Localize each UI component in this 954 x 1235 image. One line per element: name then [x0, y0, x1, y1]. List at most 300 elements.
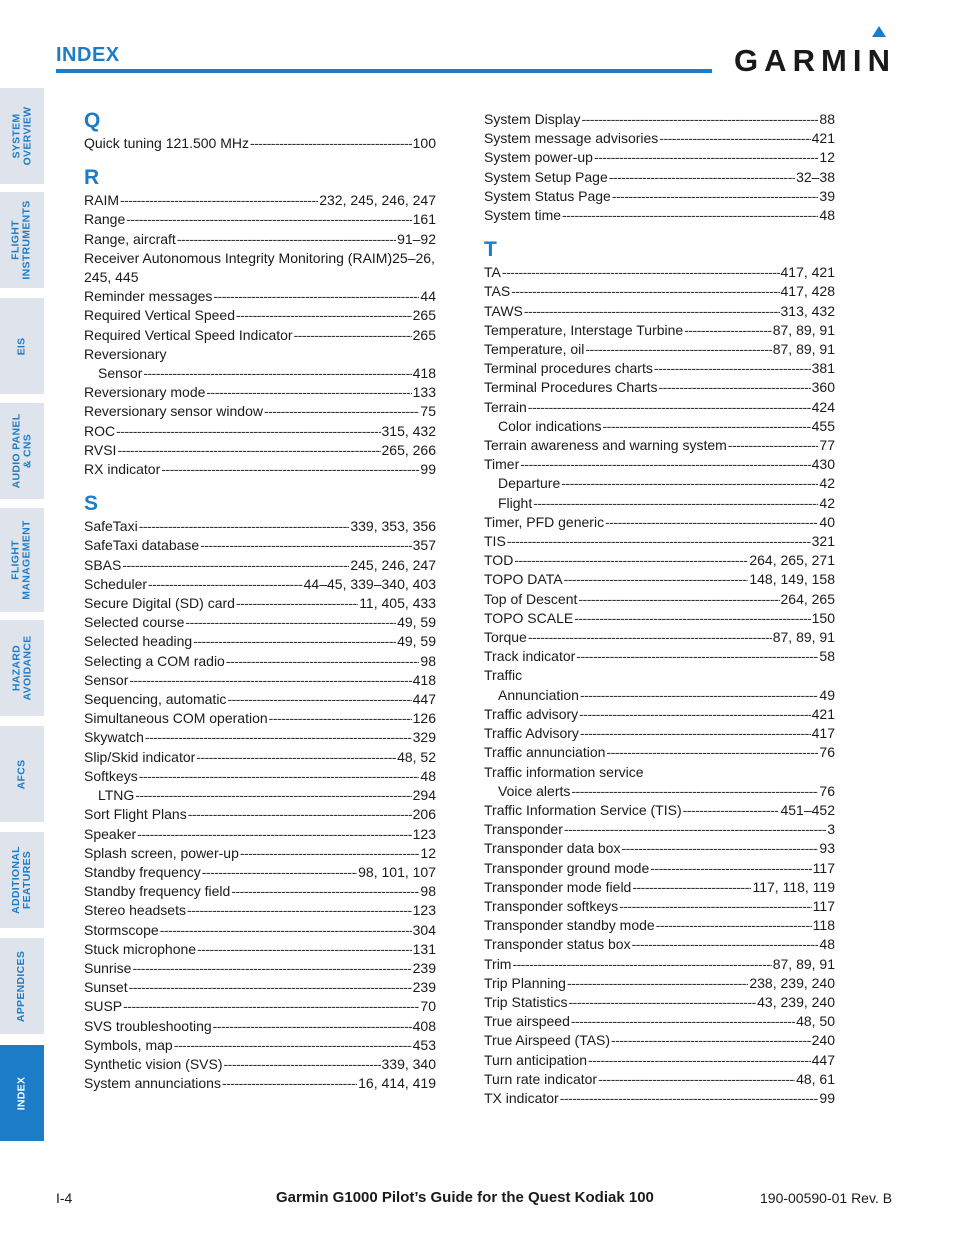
index-entry: [84, 402, 436, 421]
dot-leader: [507, 532, 811, 551]
dot-leader: [659, 129, 810, 148]
dot-leader: [188, 805, 412, 824]
dot-leader: [160, 921, 412, 940]
index-entry: [84, 748, 436, 767]
index-entry: [484, 378, 835, 397]
index-term: Terrain: [484, 398, 527, 415]
index-entry: [84, 613, 436, 632]
index-term: Transponder status box: [484, 936, 631, 953]
index-page-refs: 87, 89, 91: [772, 341, 835, 358]
index-page-refs: 117, 118, 119: [752, 878, 835, 895]
dot-leader: [137, 825, 411, 844]
index-term: RAIM: [84, 192, 119, 209]
index-entry: [84, 901, 436, 920]
index-entry: [484, 570, 835, 589]
dot-leader: [213, 287, 419, 306]
tab-flight-instruments[interactable]: [0, 192, 44, 288]
index-entry: [484, 628, 835, 647]
index-page-refs: 264, 265: [780, 590, 835, 607]
index-term: Traffic Advisory: [484, 725, 579, 742]
dot-leader: [206, 383, 411, 402]
index-entry: [484, 878, 835, 897]
dot-leader: [145, 728, 412, 747]
index-entry: [484, 302, 835, 321]
index-entry: [484, 955, 835, 974]
index-page-refs: 264, 265, 271: [749, 552, 835, 569]
dot-leader: [264, 402, 419, 421]
index-entry: [84, 287, 436, 306]
index-page-refs: 32–38: [796, 168, 835, 185]
footer-page-number: I-4: [56, 1190, 73, 1206]
index-term: Terrain awareness and warning system: [484, 437, 727, 454]
index-entry: [84, 652, 436, 671]
index-page-refs: 91–92: [397, 230, 436, 247]
index-page-refs: 240: [811, 1032, 835, 1049]
dot-leader: [579, 705, 811, 724]
index-entry: [84, 1036, 436, 1055]
section-r-entries: [84, 191, 436, 479]
index-entry: [84, 441, 436, 460]
index-term: Selected course: [84, 614, 185, 631]
index-page-refs: 48, 52: [397, 748, 436, 765]
dot-leader: [683, 801, 780, 820]
index-entry: [84, 690, 436, 709]
index-page-refs: 16, 414, 419: [358, 1075, 436, 1092]
dot-leader: [197, 940, 412, 959]
index-entry: [84, 632, 436, 651]
index-entry: [84, 805, 436, 824]
tab-flight-management[interactable]: [0, 508, 44, 612]
index-term: System Status Page: [484, 187, 611, 204]
index-term: Range, aircraft: [84, 230, 176, 247]
index-entry: [84, 364, 436, 383]
index-entry: [84, 786, 436, 805]
index-entry: [84, 767, 436, 786]
index-term: Skywatch: [84, 729, 144, 746]
tab-additional-features[interactable]: [0, 832, 44, 928]
index-term: Synthetic vision (SVS): [84, 1055, 223, 1072]
dot-leader: [116, 422, 380, 441]
tab-label: ADDITIONAL FEATURES: [10, 846, 33, 914]
index-term: Sequencing, automatic: [84, 691, 227, 708]
index-entry: [84, 460, 436, 479]
index-term: Terminal Procedures Charts: [484, 379, 658, 396]
index-term: Softkeys: [84, 767, 138, 784]
tab-index[interactable]: [0, 1045, 44, 1141]
tab-label: AFCS: [15, 759, 28, 789]
index-entry: [484, 1031, 835, 1050]
dot-leader: [231, 882, 419, 901]
index-page-refs: 58: [819, 648, 835, 665]
index-entry: [484, 282, 835, 301]
dot-leader: [605, 513, 818, 532]
dot-leader: [569, 993, 757, 1012]
index-entry: [484, 609, 835, 628]
index-term: True Airspeed (TAS): [484, 1032, 611, 1049]
index-term: Symbols, map: [84, 1036, 173, 1053]
index-page-refs: 133: [412, 384, 436, 401]
index-term: RX indicator: [84, 461, 161, 478]
index-term: TAWS: [484, 302, 523, 319]
index-page-refs: 49: [819, 686, 835, 703]
index-term: SafeTaxi database: [84, 537, 200, 554]
index-term: Trim: [484, 955, 512, 972]
index-term: TX indicator: [484, 1089, 559, 1106]
dot-leader: [132, 959, 411, 978]
index-page-refs: 232, 245, 246, 247: [319, 192, 436, 209]
dot-leader: [619, 897, 812, 916]
index-page-refs: 48, 50: [796, 1013, 835, 1030]
index-entry: [484, 590, 835, 609]
index-entry: Traffic: [484, 667, 523, 684]
index-page-refs: 98: [420, 652, 436, 669]
index-term: Traffic annunciation: [484, 744, 606, 761]
index-page-refs: 161: [412, 211, 436, 228]
index-page-refs: 49, 59: [397, 633, 436, 650]
index-term: TOPO DATA: [484, 571, 563, 588]
index-term: Timer, PFD generic: [484, 513, 605, 530]
index-page-refs: 100: [412, 135, 436, 151]
index-term: SafeTaxi: [84, 518, 138, 535]
index-term: Transponder data box: [484, 840, 621, 857]
tab-eis[interactable]: [0, 298, 44, 394]
tab-hazard-avoidance[interactable]: [0, 620, 44, 716]
index-entry: [84, 671, 436, 690]
index-page-refs: 357: [412, 537, 436, 554]
index-entry: [484, 1089, 835, 1108]
index-term: Stereo headsets: [84, 902, 186, 919]
index-entry: [84, 575, 436, 594]
tab-label: EIS: [15, 337, 28, 355]
index-term: Reversionary sensor window: [84, 403, 263, 420]
index-page-refs: 39: [819, 187, 835, 204]
garmin-logo: [734, 26, 898, 76]
index-page-refs: 98: [420, 883, 436, 900]
index-entry: [484, 436, 835, 455]
index-entry: [84, 556, 436, 575]
dot-leader: [185, 613, 396, 632]
index-term: Transponder mode field: [484, 878, 632, 895]
page-title: INDEX: [56, 44, 120, 66]
index-entry: [484, 168, 835, 187]
dot-leader: [502, 263, 780, 282]
dot-leader: [120, 191, 318, 210]
index-page-refs: 417, 421: [780, 264, 835, 281]
index-page-refs: 131: [412, 940, 436, 957]
index-term: Transponder ground mode: [484, 859, 650, 876]
index-page-refs: 239: [412, 959, 436, 976]
index-term: Secure Digital (SD) card: [84, 595, 235, 612]
dot-leader: [269, 709, 412, 728]
index-entry: [484, 263, 835, 282]
index-entry: [84, 709, 436, 728]
index-entry: [84, 383, 436, 402]
index-page-refs: 42: [819, 475, 835, 492]
index-page-refs: 3: [827, 821, 835, 838]
dot-leader: [621, 839, 818, 858]
index-page-refs: 40: [819, 513, 835, 530]
dot-leader: [129, 978, 412, 997]
dot-leader: [514, 551, 748, 570]
dot-leader: [250, 134, 412, 153]
index-page-refs: 360: [811, 379, 835, 396]
tab-label: HAZARD AVOIDANCE: [10, 635, 33, 701]
dot-leader: [580, 724, 811, 743]
index-term: Temperature, oil: [484, 341, 585, 358]
index-page-refs: 87, 89, 91: [772, 629, 835, 646]
index-term: Sunset: [84, 979, 128, 996]
index-entry: [484, 359, 835, 378]
index-page-refs: 421: [811, 705, 835, 722]
index-page-refs: 126: [412, 710, 436, 727]
index-term: Standby frequency: [84, 863, 201, 880]
index-page-refs: 339, 353, 356: [350, 518, 436, 535]
dot-leader: [632, 935, 819, 954]
dot-leader: [571, 782, 818, 801]
index-term: Voice alerts: [498, 782, 571, 799]
index-term: System Display: [484, 111, 581, 127]
dot-leader: [224, 1055, 381, 1074]
index-page-refs: 447: [811, 1051, 835, 1068]
index-term: Required Vertical Speed: [84, 307, 235, 324]
index-page-refs: 148, 149, 158: [749, 571, 835, 588]
index-entry: [484, 686, 835, 705]
tab-label: FLIGHT INSTRUMENTS: [10, 200, 34, 280]
tab-label: INDEX: [15, 1076, 28, 1110]
index-entry: [484, 474, 835, 493]
index-page-refs: 304: [412, 921, 436, 938]
index-term: System message advisories: [484, 130, 659, 147]
index-term: Standby frequency field: [84, 883, 231, 900]
index-page-refs: 49, 59: [397, 614, 436, 631]
index-term: Sort Flight Plans: [84, 806, 187, 823]
tab-audio-panel-cns[interactable]: [0, 403, 44, 499]
index-entry: [484, 340, 835, 359]
index-page-refs: 75: [420, 403, 436, 420]
dot-leader: [226, 652, 420, 671]
index-entry: [84, 921, 436, 940]
dot-leader: [139, 767, 420, 786]
index-page-refs: 417, 428: [780, 283, 835, 300]
dot-leader: [656, 916, 812, 935]
index-entry: [84, 940, 436, 959]
index-term: Trip Planning: [484, 974, 566, 991]
dot-leader: [139, 517, 350, 536]
index-term: Quick tuning 121.500 MHz: [84, 135, 249, 151]
dot-leader: [588, 1051, 811, 1070]
dot-leader: [129, 671, 411, 690]
index-term: TA: [484, 264, 501, 281]
index-page-refs: 48: [420, 767, 436, 784]
index-term: Departure: [498, 475, 561, 492]
index-page-refs: 48: [819, 936, 835, 953]
index-entry: [484, 859, 835, 878]
index-entry: Receiver Autonomous Integrity Monitoring (RAIM)25–26, 245, 445: [84, 249, 435, 286]
index-page-refs: 339, 340: [381, 1055, 436, 1072]
index-term: SVS troubleshooting: [84, 1017, 212, 1034]
index-entry: [84, 134, 436, 153]
index-entry: [484, 1012, 835, 1031]
dot-leader: [193, 632, 396, 651]
dot-leader: [161, 460, 419, 479]
index-column-right: [484, 110, 835, 1108]
index-page-refs: 118: [812, 917, 835, 934]
index-entry: [484, 398, 835, 417]
index-entry: [484, 993, 835, 1012]
index-term: Top of Descent: [484, 590, 578, 607]
index-entry: [484, 916, 835, 935]
dot-leader: [632, 878, 751, 897]
index-entry: [484, 417, 835, 436]
dot-leader: [122, 556, 349, 575]
index-term: Sensor: [84, 671, 129, 688]
index-term: Stuck microphone: [84, 940, 197, 957]
index-page-refs: 265: [412, 307, 436, 324]
index-entry: [484, 935, 835, 954]
dot-leader: [612, 187, 819, 206]
index-term: Transponder standby mode: [484, 917, 655, 934]
index-term: Torque: [484, 629, 527, 646]
tab-label: AUDIO PANEL & CNS: [10, 413, 34, 489]
index-entry: [484, 206, 835, 225]
dot-leader: [571, 1012, 795, 1031]
index-page-refs: 44–45, 339–340, 403: [303, 575, 436, 592]
index-term: Slip/Skid indicator: [84, 748, 196, 765]
index-page-refs: 88: [819, 111, 835, 127]
index-page-refs: 206: [412, 806, 436, 823]
index-term: LTNG: [98, 787, 135, 804]
dot-leader: [227, 690, 411, 709]
dot-leader: [187, 901, 412, 920]
index-page-refs: 48: [819, 207, 835, 224]
dot-leader: [528, 398, 811, 417]
index-entry: [484, 724, 835, 743]
index-term: Traffic advisory: [484, 705, 579, 722]
index-page-refs: 43, 239, 240: [757, 993, 835, 1010]
dot-leader: [294, 326, 412, 345]
index-term: Terminal procedures charts: [484, 360, 653, 377]
index-page-refs: 265: [412, 326, 436, 343]
index-page-refs: 430: [811, 456, 835, 473]
section-letter-q: Q: [84, 109, 101, 132]
index-page-refs: 11, 405, 433: [359, 595, 436, 612]
index-term: Turn anticipation: [484, 1051, 587, 1068]
tab-label: SYSTEM OVERVIEW: [10, 106, 33, 166]
garmin-triangle-icon: [872, 26, 886, 37]
tab-system-overview[interactable]: [0, 88, 44, 184]
index-entry: [84, 594, 436, 613]
index-page-refs: 239: [412, 979, 436, 996]
index-term: TOPO SCALE: [484, 609, 574, 626]
index-term: TAS: [484, 283, 511, 300]
index-term: Traffic Information Service (TIS): [484, 801, 682, 818]
footer-doc-number: 190-00590-01 Rev. B: [760, 1190, 893, 1206]
dot-leader: [126, 210, 411, 229]
index-entry: [484, 129, 835, 148]
index-page-refs: 99: [420, 461, 436, 478]
index-page-refs: 117: [812, 859, 835, 876]
dot-leader: [143, 364, 411, 383]
index-entry: [84, 1074, 436, 1093]
dot-leader: [578, 590, 779, 609]
section-letter-t: T: [484, 238, 497, 262]
index-term: TIS: [484, 533, 506, 550]
dot-leader: [174, 1036, 412, 1055]
index-term: Color indications: [498, 417, 602, 434]
index-entry: [84, 844, 436, 863]
dot-leader: [213, 1017, 412, 1036]
index-page-refs: 87, 89, 91: [772, 321, 835, 338]
dot-leader: [222, 1074, 357, 1093]
index-term: Reversionary mode: [84, 384, 206, 401]
index-entry: [484, 455, 835, 474]
dot-leader: [728, 436, 819, 455]
dot-leader: [598, 1070, 795, 1089]
index-term: Speaker: [84, 825, 137, 842]
index-page-refs: 329: [412, 729, 436, 746]
index-term: Sunrise: [84, 959, 132, 976]
index-term: System annunciations: [84, 1075, 221, 1092]
index-entry: [84, 978, 436, 997]
index-term: True airspeed: [484, 1013, 570, 1030]
dot-leader: [585, 340, 771, 359]
index-entry: [84, 959, 436, 978]
dot-leader: [564, 820, 826, 839]
index-page-refs: 77: [819, 437, 835, 454]
index-page-refs: 455: [811, 417, 835, 434]
index-entry: [484, 532, 835, 551]
index-entry: [484, 839, 835, 858]
index-term: Turn rate indicator: [484, 1070, 598, 1087]
index-entry: [484, 1070, 835, 1089]
index-page-refs: 76: [819, 782, 835, 799]
index-term: System time: [484, 207, 562, 224]
footer-title: Garmin G1000 Pilot’s Guide for the Quest Kodiak 100: [276, 1189, 654, 1206]
index-page-refs: 321: [811, 533, 835, 550]
index-page-refs: 123: [412, 902, 436, 919]
dot-leader: [511, 282, 779, 301]
index-page-refs: 408: [412, 1017, 436, 1034]
index-term: Scheduler: [84, 575, 148, 592]
dot-leader: [580, 686, 818, 705]
dot-leader: [576, 647, 818, 666]
index-page-refs: 421: [811, 130, 835, 147]
index-page-refs: 418: [412, 671, 436, 688]
index-page-refs: 245, 246, 247: [350, 556, 436, 573]
index-page-refs: 265, 266: [381, 441, 436, 458]
index-page-refs: 87, 89, 91: [772, 955, 835, 972]
index-page-refs: 76: [819, 744, 835, 761]
index-entry: Traffic information service: [484, 763, 644, 780]
tab-afcs[interactable]: [0, 726, 44, 822]
index-entry: [84, 422, 436, 441]
index-term: Trip Statistics: [484, 993, 568, 1010]
dot-leader: [236, 594, 358, 613]
section-letter-s: S: [84, 492, 99, 516]
index-page-refs: 117: [812, 897, 835, 914]
index-entry: [84, 997, 436, 1016]
dot-leader: [520, 455, 810, 474]
index-term: Selected heading: [84, 633, 193, 650]
dot-leader: [564, 570, 749, 589]
tab-appendices[interactable]: [0, 938, 44, 1034]
index-page-refs: 70: [420, 998, 436, 1015]
index-entry: [84, 1055, 436, 1074]
index-page-refs: 12: [819, 149, 835, 166]
index-page-refs: 93: [819, 840, 835, 857]
index-entry: [484, 743, 835, 762]
index-term: Flight: [498, 494, 533, 511]
